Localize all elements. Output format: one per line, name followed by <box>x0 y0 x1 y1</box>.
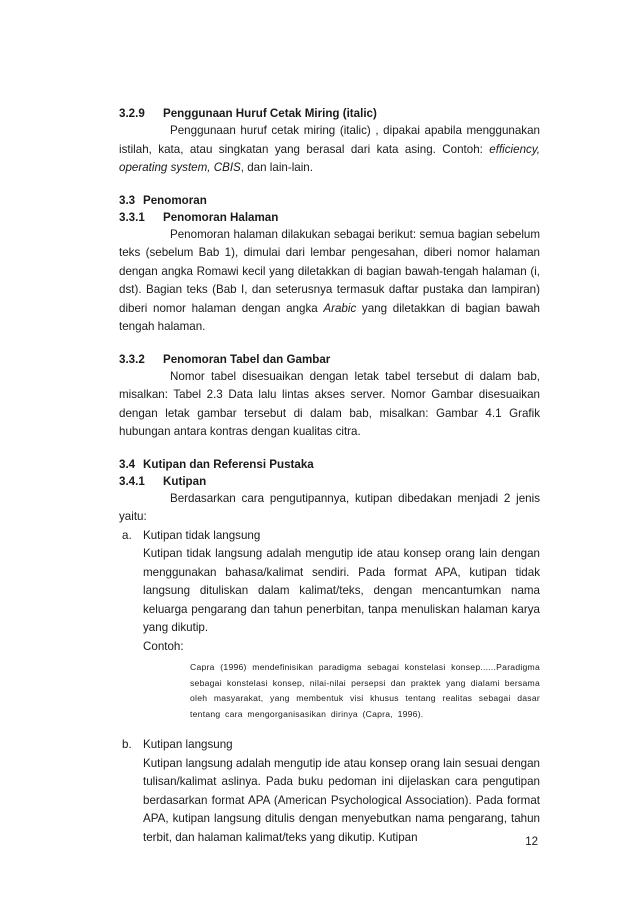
list-item-title: Kutipan langsung <box>143 738 233 751</box>
section-number: 3.4 <box>119 457 136 471</box>
section-heading-3-4-1 <box>119 473 540 490</box>
paragraph-text: Penggunaan huruf cetak miring (italic) , dipakai apabila menggunakan istilah, kata, atau singkatan yang berasal dari kata asing. Contoh: <box>119 124 540 156</box>
spacer <box>119 442 540 456</box>
section-heading-3-3-1 <box>119 209 540 226</box>
list-item-body: Kutipan langsung adalah mengutip ide atau konsep orang lain sesuai dengan tulisan/kalimat aslinya. Pada buku pedoman ini dijelaskan cara pengutipan berdasarkan format APA (American Psychological Association). Pada format APA, kutipan langsung ditulis dengan menyebutkan nama pengarang, tahun terbit, dan halaman kalimat/teks yang dikutip. Kutipan <box>143 756 540 844</box>
section-title: Penomoran Halaman <box>163 210 279 224</box>
italic-term: Arabic <box>323 301 357 315</box>
list-marker: a. <box>122 528 132 542</box>
section-heading-3-4 <box>119 456 540 473</box>
page-content <box>119 105 540 847</box>
section-number: 3.3.2 <box>119 352 145 366</box>
spacer <box>119 337 540 351</box>
list-item-title: Kutipan tidak langsung <box>143 528 261 542</box>
paragraph-page-numbering <box>119 226 540 337</box>
section-heading-3-3-2 <box>119 351 540 368</box>
section-title: Penomoran <box>143 193 207 207</box>
list-item-indirect-quote <box>119 527 540 723</box>
section-title: Kutipan <box>163 474 207 488</box>
paragraph-text: Penomoran halaman dilakukan sebagai berikut: semua bagian sebelum teks (sebelum Bab 1), dimulai dari lembar pengesahan, diberi nomor halaman dengan angka Romawi kecil yang diletakkan di bagian bawah-tengah halaman (i, dst). Bagian teks (Bab I, dan seterusnya termasuk daftar pustaka dan lampiran) diberi nomor halaman dengan angka <box>119 227 540 315</box>
paragraph-text: , dan lain-lain. <box>240 161 313 174</box>
section-number: 3.2.9 <box>119 107 145 120</box>
spacer <box>119 722 540 736</box>
paragraph-table-figure-numbering: Nomor tabel disesuaikan dengan letak tabel tersebut di dalam bab, misalkan: Tabel 2.3 Data lalu lintas akses server. Nomor Gambar disesuaikan dengan letak gambar tersebut di dalam bab, misalkan: Gambar 4.1 Grafik hubungan antara kontras dengan kualitas citra. <box>119 369 540 438</box>
italic-example: efficiency, operating system, CBIS <box>119 142 540 174</box>
section-title: Penomoran Tabel dan Gambar <box>163 352 331 366</box>
example-label: Contoh: <box>143 639 184 653</box>
section-title: Kutipan dan Referensi Pustaka <box>143 457 314 471</box>
section-number: 3.3.1 <box>119 210 145 224</box>
section-heading-3-3 <box>119 192 540 209</box>
list-item-direct-quote <box>119 736 540 847</box>
spacer <box>119 178 540 192</box>
example-quote: Capra (1996) mendefinisikan paradigma sebagai konstelasi konsep......Paradigma sebagai konstelasi konsep, nilai-nilai persepsi dan praktek yang dialami bersama oleh masyarakat, yang membentuk visi khusus tentang realitas sebagai dasar tentang cara mengorganisasikan dirinya (Capra, 1996). <box>190 662 540 719</box>
page-number: 12 <box>525 836 538 848</box>
section-title: Penggunaan Huruf Cetak Miring (italic) <box>163 107 377 120</box>
paragraph-quotation-types: Berdasarkan cara pengutipannya, kutipan dibedakan menjadi 2 jenis yaitu: <box>119 491 540 523</box>
list-marker: b. <box>122 738 132 751</box>
section-number: 3.4.1 <box>119 474 145 488</box>
section-heading-3-2-9 <box>119 105 540 122</box>
paragraph-text: yang diletakkan di bagian bawah tengah halaman. <box>119 301 540 333</box>
paragraph-italic-usage <box>119 122 540 178</box>
section-number: 3.3 <box>119 193 136 207</box>
list-item-body: Kutipan tidak langsung adalah mengutip ide atau konsep orang lain dengan menggunakan bahasa/kalimat sendiri. Pada format APA, kutipan tidak langsung dituliskan dalam kalimat/teks, dengan mencantumkan nama keluarga pengarang dan tahun penerbitan, tanpa menuliskan halaman karya yang dikutip. <box>143 547 540 634</box>
